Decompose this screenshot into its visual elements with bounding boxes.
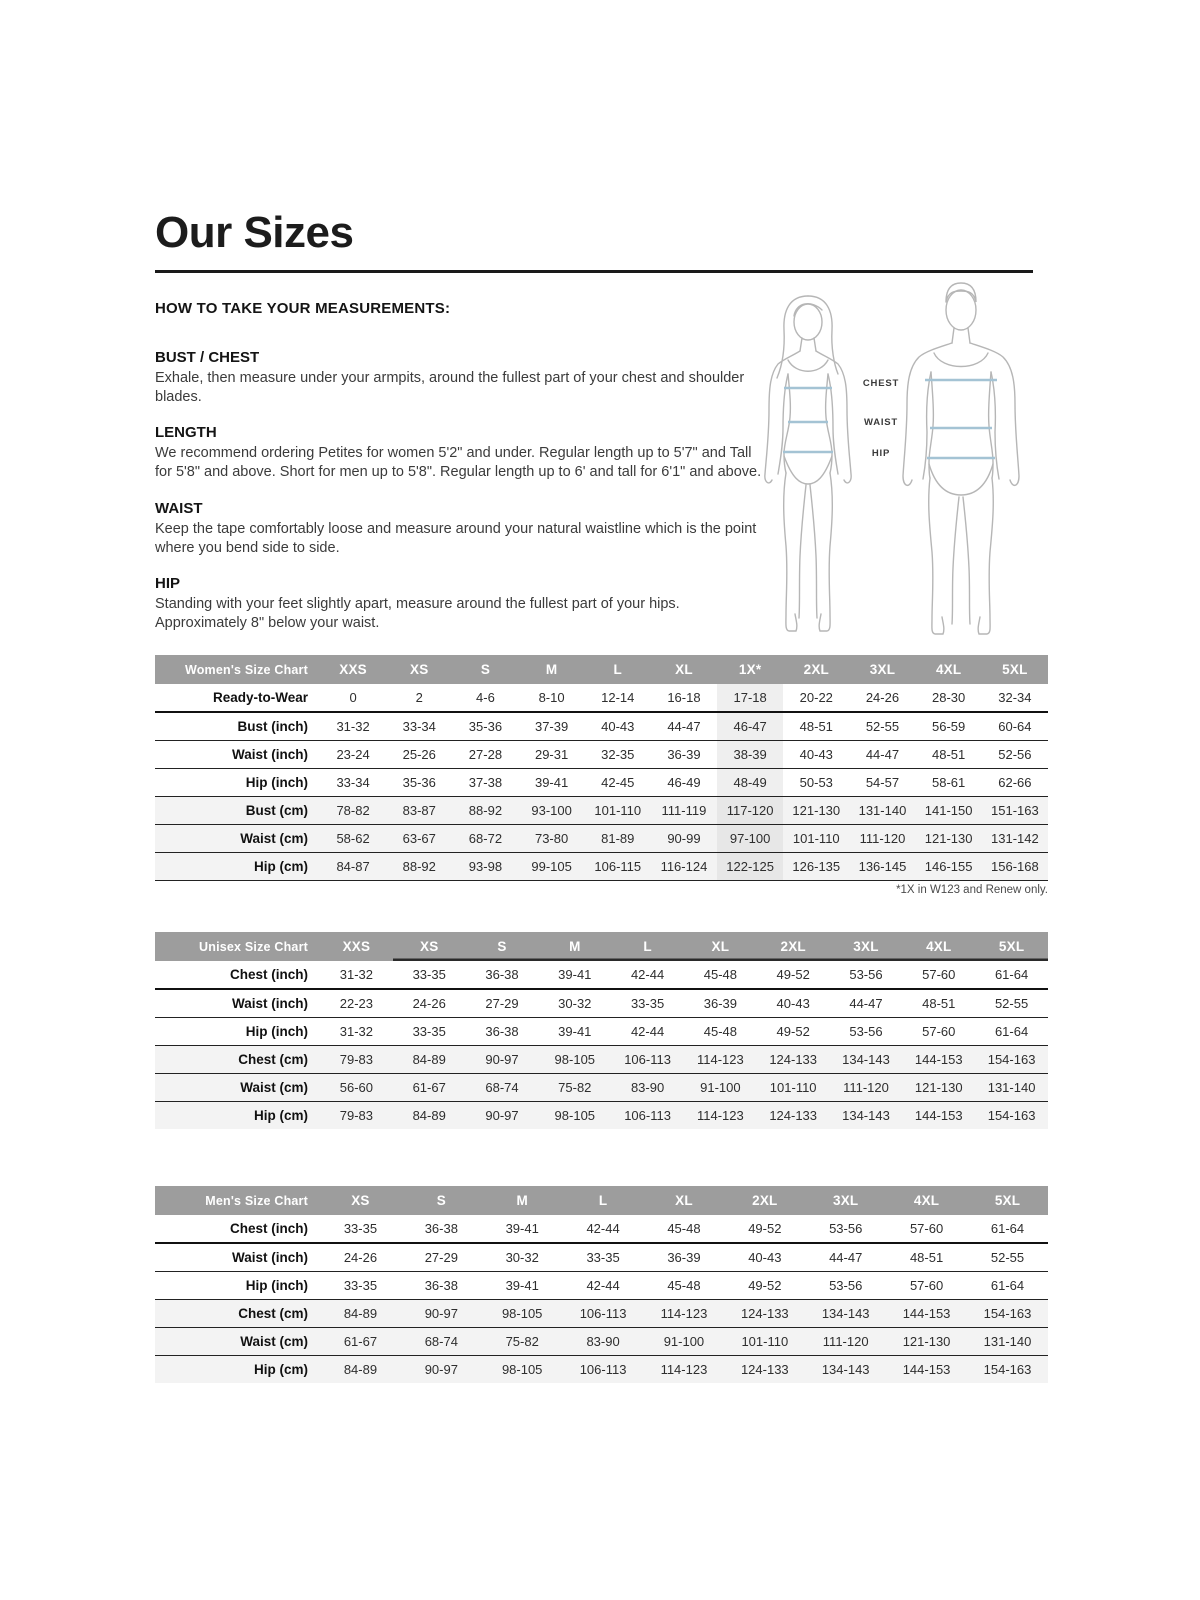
- table-row: [155, 712, 1048, 741]
- row-label: Waist (cm): [240, 831, 308, 846]
- section-waist: [155, 500, 763, 558]
- size-cell: 48-51: [799, 719, 833, 734]
- size-cell: 50-53: [799, 775, 833, 790]
- size-cell: 12-14: [601, 690, 635, 705]
- size-cell: 48-49: [717, 769, 783, 797]
- section-body: Keep the tape comfortably loose and measure around your natural waistline which is the point where you bend side to side.: [155, 520, 757, 556]
- column-header: 4XL: [902, 932, 975, 961]
- size-cell: 53-56: [829, 1221, 863, 1236]
- row-label: Hip (cm): [254, 1362, 308, 1377]
- size-cell: 32-34: [998, 690, 1032, 705]
- size-cell: 46-49: [667, 775, 701, 790]
- size-cell: 57-60: [909, 1278, 944, 1293]
- size-cell: 39-41: [505, 1221, 539, 1236]
- column-header: XS: [393, 932, 466, 961]
- size-cell: 57-60: [909, 1221, 944, 1236]
- size-cell: 17-18: [717, 684, 783, 712]
- size-cell: 75-82: [505, 1334, 539, 1349]
- size-cell: 62-66: [998, 775, 1032, 790]
- size-cell: 154-163: [983, 1306, 1032, 1321]
- size-cell: 114-123: [697, 1052, 744, 1067]
- size-cell: 101-110: [741, 1334, 789, 1349]
- size-cell: 33-34: [402, 719, 436, 734]
- row-label: Waist (inch): [232, 747, 308, 762]
- size-cell: 134-143: [821, 1306, 870, 1321]
- female-figure-illustration: [765, 296, 851, 631]
- size-cell: 75-82: [558, 1080, 592, 1095]
- table-row: [155, 1328, 1048, 1356]
- section-bust-chest: [155, 349, 763, 407]
- row-label: Waist (inch): [232, 1250, 308, 1265]
- size-cell: 144-153: [914, 1052, 963, 1067]
- figure-label-hip: HIP: [871, 448, 891, 459]
- size-cell: 154-163: [987, 1052, 1036, 1067]
- row-label: Hip (inch): [245, 775, 308, 790]
- column-header: 4XL: [886, 1186, 967, 1215]
- size-cell: 88-92: [402, 859, 436, 874]
- size-cell: 106-113: [624, 1108, 671, 1123]
- size-cell: 121-130: [924, 831, 973, 846]
- column-header: XL: [684, 932, 757, 961]
- table-row: [155, 769, 1048, 797]
- size-cell: 68-74: [424, 1334, 458, 1349]
- size-cell: 40-43: [601, 719, 635, 734]
- size-cell: 49-52: [748, 1278, 782, 1293]
- size-cell: 42-44: [630, 967, 665, 982]
- table-row: [155, 1046, 1048, 1074]
- section-heading: WAIST: [155, 499, 203, 517]
- table-title: Unisex Size Chart: [155, 932, 320, 961]
- size-cell: 52-56: [998, 747, 1032, 762]
- size-cell: 52-55: [994, 996, 1029, 1011]
- column-header: XXS: [320, 655, 386, 684]
- table-row: [155, 1356, 1048, 1384]
- size-cell: 35-36: [468, 719, 503, 734]
- row-label: Hip (inch): [245, 1278, 308, 1293]
- size-cell: 91-100: [700, 1080, 741, 1095]
- size-cell: 33-35: [343, 1221, 378, 1236]
- section-heading: LENGTH: [155, 424, 217, 442]
- size-cell: 84-87: [336, 859, 370, 874]
- size-cell: 53-56: [849, 967, 883, 982]
- table-row: [155, 825, 1048, 853]
- page-title: Our Sizes: [155, 208, 354, 257]
- size-cell: 45-48: [667, 1221, 701, 1236]
- measurement-instructions: [155, 300, 763, 650]
- size-cell: 126-135: [792, 859, 841, 874]
- size-cell: 45-48: [667, 1278, 701, 1293]
- size-cell: 84-89: [412, 1108, 446, 1123]
- size-cell: 79-83: [339, 1108, 374, 1123]
- section-body: Standing with your feet slightly apart, measure around the fullest part of your hips. Approximately 8" below your waist.: [155, 595, 680, 631]
- size-cell: 48-51: [922, 996, 956, 1011]
- size-cell: 57-60: [922, 1024, 956, 1039]
- womens-chart-footnote: *1X in W123 and Renew only.: [896, 884, 1048, 896]
- size-cell: 121-130: [792, 803, 841, 818]
- size-cell: 111-120: [843, 1080, 889, 1095]
- size-cell: 45-48: [703, 1024, 737, 1039]
- column-header: XL: [644, 1186, 725, 1215]
- size-cell: 144-153: [902, 1306, 951, 1321]
- size-cell: 42-44: [586, 1278, 620, 1293]
- size-cell: 48-51: [909, 1250, 944, 1265]
- column-header: 4XL: [916, 655, 982, 684]
- size-cell: 73-80: [534, 831, 569, 846]
- size-cell: 106-113: [579, 1306, 627, 1321]
- column-header: XL: [651, 655, 717, 684]
- size-cell: 122-125: [717, 853, 783, 881]
- size-cell: 25-26: [402, 747, 436, 762]
- column-header: 2XL: [783, 655, 849, 684]
- row-label: Ready-to-Wear: [212, 690, 308, 705]
- size-cell: 111-120: [822, 1334, 869, 1349]
- size-cell: 93-100: [531, 803, 572, 818]
- size-cell: 90-97: [485, 1108, 519, 1123]
- size-cell: 29-31: [534, 747, 569, 762]
- row-label: Chest (inch): [229, 967, 308, 982]
- size-cell: 146-155: [924, 859, 973, 874]
- size-cell: 36-38: [485, 967, 519, 982]
- size-cell: 30-32: [558, 996, 592, 1011]
- size-cell: 30-32: [505, 1250, 539, 1265]
- size-cell: 84-89: [343, 1306, 378, 1321]
- column-header: S: [401, 1186, 482, 1215]
- size-cell: 23-24: [336, 747, 370, 762]
- size-cell: 98-105: [554, 1108, 596, 1123]
- male-figure-illustration: [903, 283, 1019, 634]
- table-row: [155, 989, 1048, 1018]
- size-cell: 90-97: [485, 1052, 519, 1067]
- size-cell: 36-38: [424, 1278, 458, 1293]
- row-label: Bust (cm): [245, 803, 308, 818]
- womens-size-chart-table: [155, 655, 1048, 881]
- size-cell: 154-163: [983, 1362, 1032, 1377]
- size-cell: 24-26: [865, 690, 900, 705]
- size-cell: 27-29: [485, 996, 519, 1011]
- size-cell: 52-55: [990, 1250, 1025, 1265]
- size-cell: 40-43: [776, 996, 810, 1011]
- row-label: Hip (cm): [254, 1108, 308, 1123]
- size-cell: 60-64: [998, 719, 1032, 734]
- row-label: Chest (cm): [238, 1306, 308, 1321]
- size-cell: 36-39: [667, 747, 701, 762]
- size-cell: 38-39: [717, 741, 783, 769]
- table-row: [155, 1018, 1048, 1046]
- column-header: XS: [320, 1186, 401, 1215]
- table-row: [155, 1300, 1048, 1328]
- size-cell: 53-56: [829, 1278, 863, 1293]
- size-cell: 36-38: [424, 1221, 458, 1236]
- table-row: [155, 797, 1048, 825]
- section-body: Exhale, then measure under your armpits, around the fullest part of your chest and shoulder blades.: [155, 370, 745, 406]
- size-cell: 33-35: [586, 1250, 620, 1265]
- size-cell: 22-23: [339, 996, 374, 1011]
- size-cell: 56-60: [339, 1080, 374, 1095]
- size-cell: 40-43: [748, 1250, 782, 1265]
- size-cell: 84-89: [412, 1052, 446, 1067]
- size-cell: 37-38: [468, 775, 503, 790]
- row-label: Chest (cm): [238, 1052, 308, 1067]
- size-cell: 61-67: [412, 1080, 446, 1095]
- size-cell: 0: [349, 690, 357, 705]
- size-cell: 114-123: [697, 1108, 744, 1123]
- size-cell: 2: [415, 690, 423, 705]
- size-cell: 44-47: [849, 996, 883, 1011]
- size-cell: 46-47: [717, 712, 783, 741]
- column-header: XS: [386, 655, 452, 684]
- size-cell: 98-105: [501, 1306, 543, 1321]
- size-cell: 114-123: [660, 1362, 708, 1377]
- size-cell: 83-90: [630, 1080, 665, 1095]
- size-cell: 124-133: [740, 1362, 789, 1377]
- size-cell: 111-120: [859, 831, 906, 846]
- size-cell: 116-124: [660, 859, 708, 874]
- size-cell: 83-90: [586, 1334, 620, 1349]
- size-cell: 106-115: [594, 859, 642, 874]
- size-cell: 58-62: [336, 831, 370, 846]
- table-row: [155, 1272, 1048, 1300]
- size-cell: 27-29: [424, 1250, 458, 1265]
- size-cell: 84-89: [343, 1362, 378, 1377]
- size-cell: 101-110: [792, 831, 840, 846]
- size-cell: 32-35: [601, 747, 635, 762]
- size-cell: 61-64: [994, 1024, 1029, 1039]
- column-header: M: [482, 1186, 563, 1215]
- table-row: [155, 684, 1048, 712]
- column-header: 3XL: [830, 932, 903, 961]
- size-cell: 49-52: [748, 1221, 782, 1236]
- size-cell: 61-64: [994, 967, 1029, 982]
- size-cell: 39-41: [534, 775, 569, 790]
- size-cell: 35-36: [402, 775, 436, 790]
- size-cell: 78-82: [336, 803, 370, 818]
- size-cell: 106-113: [624, 1052, 671, 1067]
- size-cell: 45-48: [703, 967, 737, 982]
- column-header: L: [611, 932, 684, 961]
- size-cell: 44-47: [829, 1250, 863, 1265]
- size-cell: 24-26: [412, 996, 446, 1011]
- column-header: 3XL: [849, 655, 915, 684]
- column-header: 2XL: [757, 932, 830, 961]
- size-cell: 24-26: [343, 1250, 378, 1265]
- size-cell: 134-143: [842, 1108, 890, 1123]
- section-body: We recommend ordering Petites for women 5'2" and under. Regular length up to 5'7" and Tall for 5'8" and above. Short for men up to 5'8". Regular length up to 6' and tall for 6'1" and above.: [155, 445, 762, 481]
- size-cell: 121-130: [902, 1334, 951, 1349]
- size-cell: 136-145: [858, 859, 907, 874]
- column-header: M: [538, 932, 611, 961]
- table-row: [155, 1215, 1048, 1243]
- column-header: S: [452, 655, 518, 684]
- size-cell: 97-100: [717, 825, 783, 853]
- size-cell: 90-99: [667, 831, 701, 846]
- size-cell: 36-39: [703, 996, 737, 1011]
- size-cell: 61-64: [990, 1278, 1025, 1293]
- column-header: XXS: [320, 932, 393, 961]
- measurement-figures-illustration: [738, 276, 1052, 642]
- size-cell: 93-98: [468, 859, 503, 874]
- figure-label-waist: WAIST: [863, 417, 899, 428]
- column-header: 5XL: [982, 655, 1048, 684]
- column-header: S: [466, 932, 539, 961]
- size-cell: 33-35: [343, 1278, 378, 1293]
- table-row: [155, 741, 1048, 769]
- size-cell: 52-55: [865, 719, 900, 734]
- size-cell: 154-163: [987, 1108, 1036, 1123]
- size-cell: 44-47: [865, 747, 900, 762]
- size-cell: 117-120: [717, 797, 783, 825]
- column-header: 3XL: [805, 1186, 886, 1215]
- column-header: L: [563, 1186, 644, 1215]
- size-cell: 48-51: [932, 747, 966, 762]
- size-cell: 39-41: [558, 1024, 592, 1039]
- row-label: Chest (inch): [229, 1221, 308, 1236]
- size-cell: 4-6: [476, 690, 495, 705]
- size-cell: 88-92: [468, 803, 503, 818]
- size-cell: 131-140: [858, 803, 907, 818]
- size-cell: 131-142: [991, 831, 1039, 846]
- size-cell: 106-113: [579, 1362, 627, 1377]
- size-cell: 28-30: [932, 690, 966, 705]
- size-cell: 131-140: [987, 1080, 1036, 1095]
- size-cell: 141-150: [924, 803, 973, 818]
- size-cell: 111-119: [661, 803, 707, 818]
- table-row: [155, 1074, 1048, 1102]
- size-cell: 151-163: [991, 803, 1039, 818]
- size-cell: 90-97: [424, 1306, 458, 1321]
- size-cell: 31-32: [339, 967, 374, 982]
- size-cell: 124-133: [740, 1306, 789, 1321]
- mens-size-chart-table: [155, 1186, 1048, 1383]
- size-cell: 54-57: [865, 775, 900, 790]
- size-cell: 124-133: [769, 1108, 818, 1123]
- size-cell: 33-35: [630, 996, 665, 1011]
- size-cell: 33-35: [412, 1024, 446, 1039]
- size-cell: 81-89: [601, 831, 635, 846]
- table-title: Men's Size Chart: [155, 1186, 320, 1215]
- size-cell: 20-22: [799, 690, 833, 705]
- size-cell: 44-47: [667, 719, 701, 734]
- size-cell: 144-153: [914, 1108, 963, 1123]
- table-row: [155, 853, 1048, 881]
- size-cell: 68-74: [485, 1080, 519, 1095]
- unisex-size-chart-table: [155, 932, 1048, 1129]
- size-cell: 27-28: [468, 747, 503, 762]
- size-cell: 8-10: [538, 690, 565, 705]
- size-cell: 61-64: [990, 1221, 1025, 1236]
- size-cell: 42-44: [586, 1221, 620, 1236]
- size-cell: 134-143: [821, 1362, 870, 1377]
- size-cell: 121-130: [914, 1080, 963, 1095]
- size-cell: 42-45: [601, 775, 635, 790]
- size-cell: 39-41: [558, 967, 592, 982]
- table-row: [155, 961, 1048, 989]
- size-cell: 79-83: [339, 1052, 374, 1067]
- size-cell: 53-56: [849, 1024, 883, 1039]
- column-header: 5XL: [967, 1186, 1048, 1215]
- size-cell: 37-39: [534, 719, 569, 734]
- size-cell: 61-67: [343, 1334, 378, 1349]
- table-row: [155, 1243, 1048, 1272]
- size-cell: 58-61: [932, 775, 966, 790]
- size-cell: 101-110: [769, 1080, 817, 1095]
- how-to-heading: HOW TO TAKE YOUR MEASUREMENTS:: [155, 300, 451, 317]
- size-cell: 156-168: [991, 859, 1039, 874]
- size-cell: 98-105: [501, 1362, 543, 1377]
- size-cell: 33-35: [412, 967, 446, 982]
- size-cell: 31-32: [339, 1024, 374, 1039]
- section-heading: BUST / CHEST: [155, 349, 260, 366]
- size-cell: 114-123: [660, 1306, 708, 1321]
- size-cell: 144-153: [902, 1362, 951, 1377]
- size-cell: 124-133: [769, 1052, 818, 1067]
- row-label: Waist (cm): [240, 1334, 308, 1349]
- column-header: 5XL: [975, 932, 1048, 961]
- section-hip: [155, 575, 763, 633]
- column-header: M: [519, 655, 585, 684]
- size-cell: 39-41: [505, 1278, 539, 1293]
- column-header: 1X*: [717, 655, 783, 684]
- size-cell: 90-97: [424, 1362, 458, 1377]
- size-cell: 83-87: [402, 803, 436, 818]
- title-divider: [155, 270, 1033, 273]
- row-label: Bust (inch): [237, 719, 308, 734]
- row-label: Waist (inch): [232, 996, 308, 1011]
- row-label: Hip (cm): [254, 859, 308, 874]
- size-cell: 57-60: [922, 967, 956, 982]
- size-cell: 31-32: [336, 719, 370, 734]
- size-cell: 36-39: [667, 1250, 701, 1265]
- size-cell: 42-44: [630, 1024, 665, 1039]
- size-cell: 49-52: [776, 967, 810, 982]
- size-cell: 131-140: [983, 1334, 1032, 1349]
- size-cell: 49-52: [776, 1024, 810, 1039]
- section-length: [155, 424, 763, 482]
- column-header: 2XL: [724, 1186, 805, 1215]
- size-cell: 63-67: [402, 831, 436, 846]
- size-cell: 91-100: [663, 1334, 705, 1349]
- size-cell: 40-43: [799, 747, 833, 762]
- size-cell: 16-18: [667, 690, 701, 705]
- row-label: Hip (inch): [245, 1024, 308, 1039]
- size-cell: 98-105: [554, 1052, 596, 1067]
- size-cell: 36-38: [485, 1024, 519, 1039]
- size-cell: 56-59: [932, 719, 966, 734]
- table-row: [155, 1102, 1048, 1130]
- size-cell: 99-105: [531, 859, 572, 874]
- table-title: Women's Size Chart: [155, 655, 320, 684]
- column-header: L: [585, 655, 651, 684]
- size-cell: 101-110: [594, 803, 642, 818]
- size-cell: 68-72: [468, 831, 503, 846]
- size-cell: 33-34: [336, 775, 370, 790]
- section-heading: HIP: [155, 574, 181, 592]
- figure-label-chest: CHEST: [862, 378, 900, 389]
- size-cell: 134-143: [842, 1052, 890, 1067]
- row-label: Waist (cm): [240, 1080, 308, 1095]
